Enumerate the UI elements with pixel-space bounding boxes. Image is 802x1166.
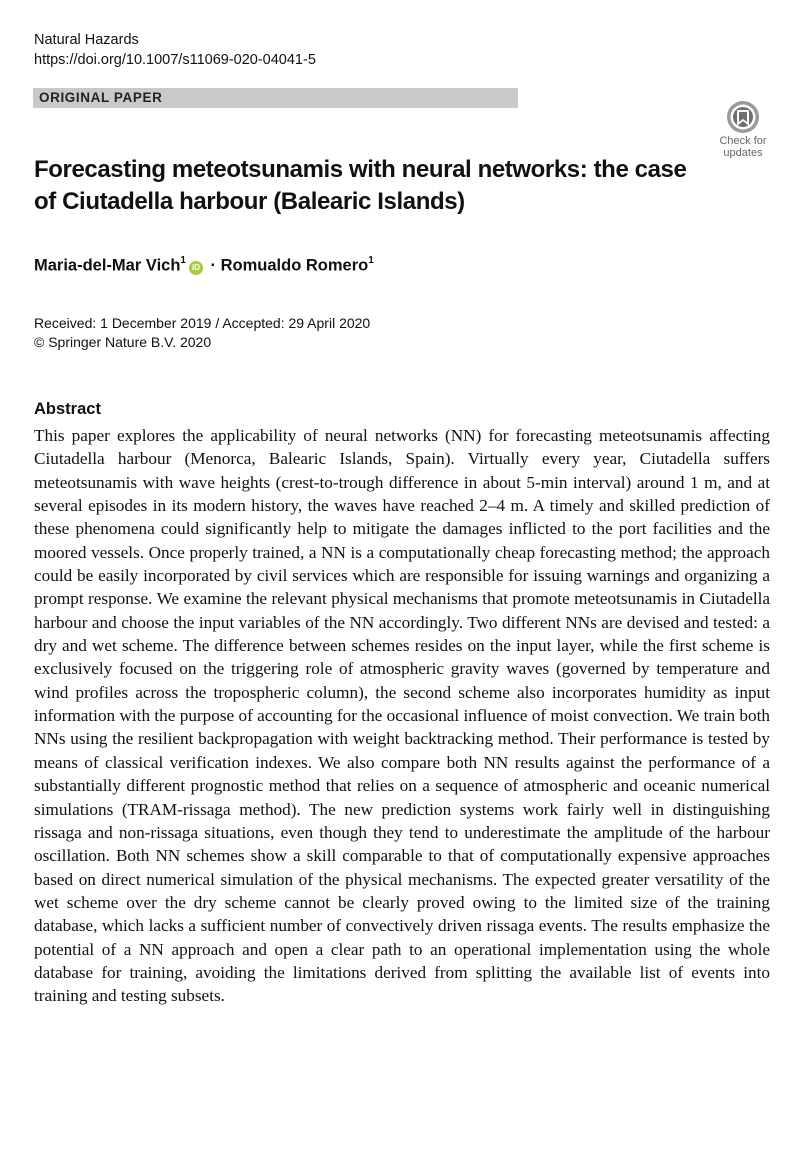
author-name[interactable]: Maria-del-Mar Vich xyxy=(34,256,181,275)
check-for-updates-icon xyxy=(726,100,760,134)
article-type-label: ORIGINAL PAPER xyxy=(39,90,163,105)
copyright-notice: © Springer Nature B.V. 2020 xyxy=(34,334,212,350)
author-list xyxy=(34,256,374,276)
article-type-banner xyxy=(33,88,518,108)
orcid-icon[interactable]: iD xyxy=(189,261,203,275)
journal-name: Natural Hazards xyxy=(34,32,139,48)
check-for-updates-badge[interactable] xyxy=(708,100,778,162)
author-separator: · xyxy=(205,256,221,275)
abstract-text: This paper explores the applicability of neural networks (NN) for forecasting meteotsunamis affecting Ciutadella harbour (Menorca, Balearic Islands, Spain). Virtually every year, Ciutadella suffers meteotsunamis with wave heights (crest-to-trough difference in about 5-min interval) around 1 m, and at several episodes in its modern history, the waves have reached 2–4 m. A timely and skilled prediction of these phenomena could significantly help to mitigate the damages inflicted to the port facilities and the moored vessels. Once properly trained, a NN is a computationally cheap forecasting method; the approach could be easily incorporated by civil services which are responsible for issuing warnings and organizing a prompt response. We examine the relevant physical mechanisms that promote meteotsunamis in Ciutadella harbour and choose the input variables of the NN accordingly. Two different NNs are devised and tested: a dry and wet scheme. The difference between schemes resides on the input layer, while the first scheme is exclusively focused on the triggering role of atmospheric gravity waves (governed by temperature and wind profiles across the tropospheric column), the second scheme also incorporates humidity as input information with the purpose of accounting for the occasional influence of moist convection. We train both NNs using the resilient backpropagation with weight backtracking method. Their performance is tested by means of classical verification indexes. We also compare both NN results against the performance of a substantially different prognostic method that relies on a sequence of atmospheric and oceanic numerical simulations (TRAM-rissaga method). The new prediction systems work fairly well in distinguishing rissaga and non-rissaga situations, even though they tend to underestimate the amplitude of the harbour oscillation. Both NN schemes show a skill comparable to that of computationally expensive approaches based on direct numerical simulation of the physical mechanisms. The expected greater versatility of the wet scheme over the dry scheme cannot be clearly proved owing to the limited size of the training database, which lacks a sufficient number of convectively driven rissaga events. The results emphasize the potential of a NN approach and open a clear path to an operational implementation using the whole database for training, avoiding the limitations derived from splitting the available list of events into training and testing subsets. xyxy=(34,426,770,1006)
abstract-heading: Abstract xyxy=(34,400,101,418)
check-for-updates-line1: Check for xyxy=(719,135,767,147)
author-name[interactable]: Romualdo Romero xyxy=(220,256,369,275)
received-accepted-dates: Received: 1 December 2019 / Accepted: 29 April 2020 xyxy=(34,315,371,331)
affiliation-marker: 1 xyxy=(180,255,186,266)
paper-title: Forecasting meteotsunamis with neural networks: the case of Ciutadella harbour (Balearic Islands) xyxy=(34,156,687,215)
doi-link[interactable]: https://doi.org/10.1007/s11069-020-04041-5 xyxy=(34,52,316,68)
check-for-updates-text xyxy=(708,135,778,159)
check-for-updates-line2: updates xyxy=(723,147,763,159)
affiliation-marker: 1 xyxy=(368,255,374,266)
